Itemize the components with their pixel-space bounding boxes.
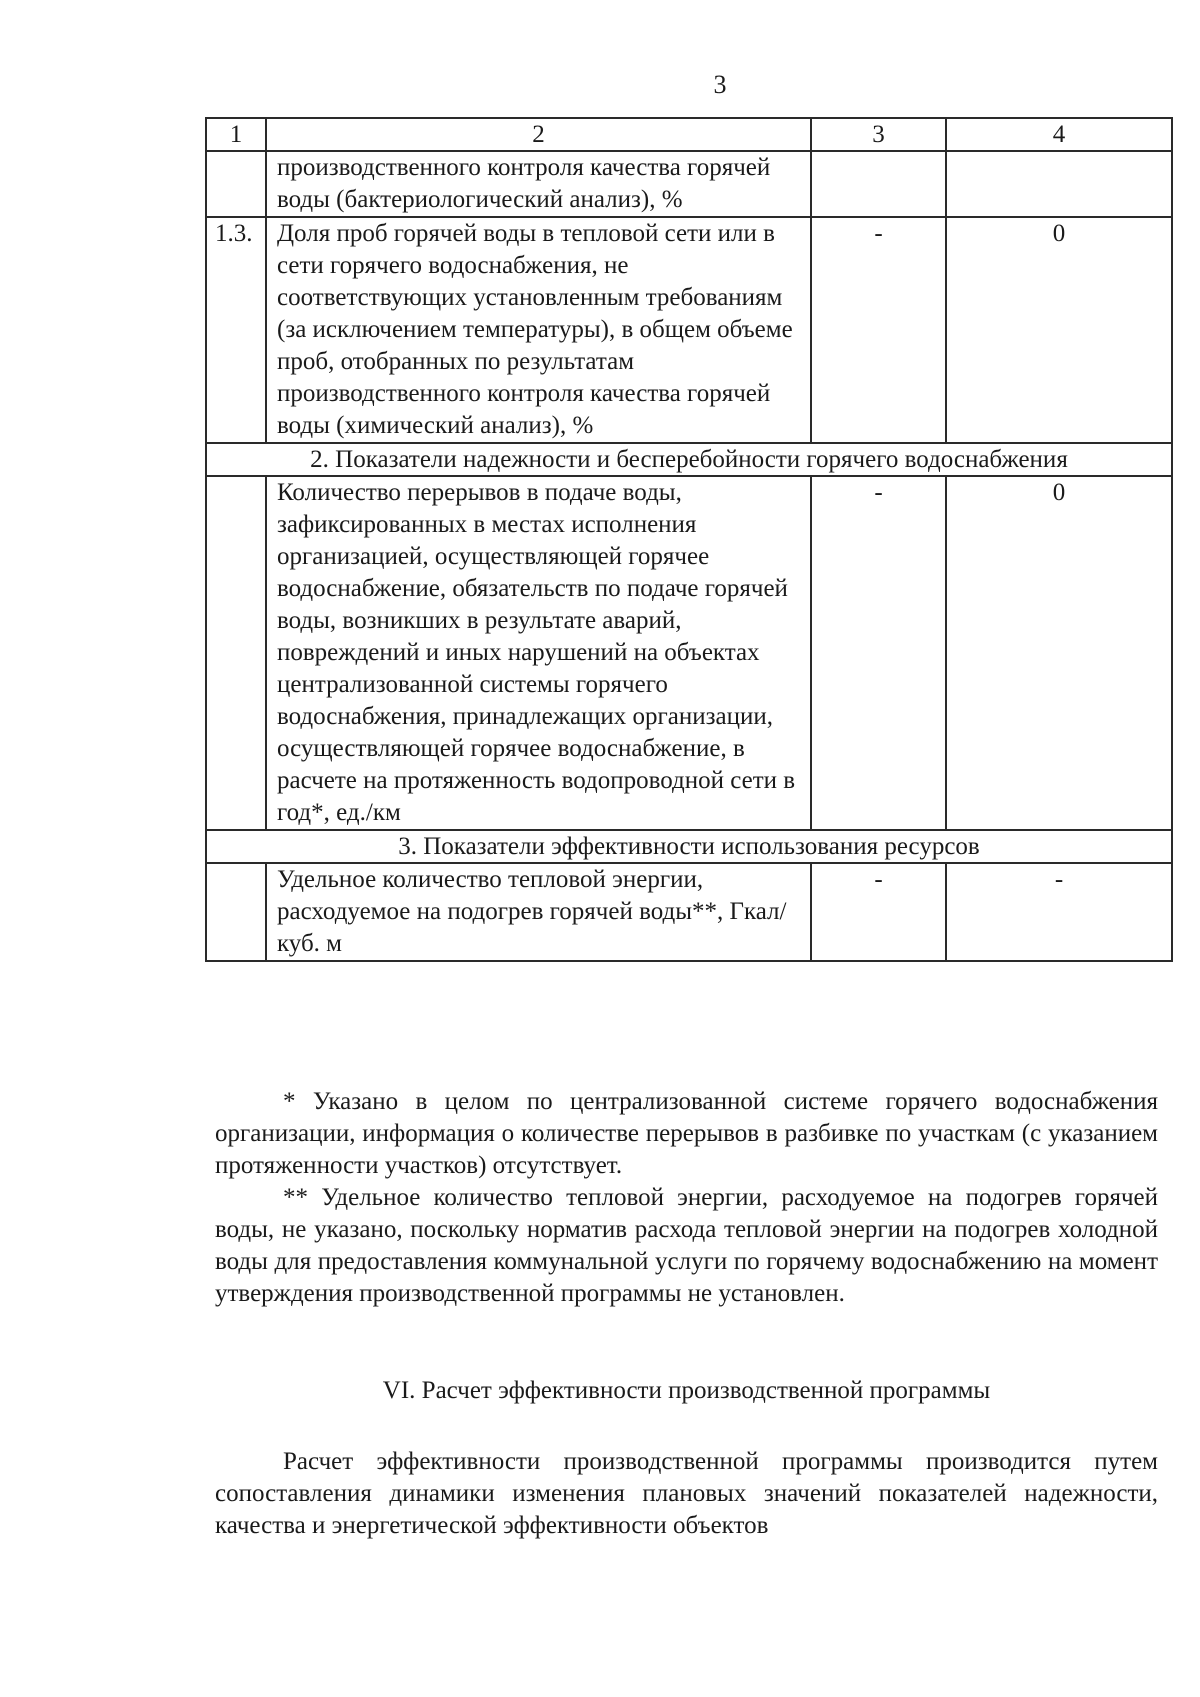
indicator-name-cell: Доля проб горячей воды в тепловой сети или в сети горячего водоснабжения, не соответствующих установленным требованиям (за исключением температуры), в общем объеме проб, отобранных по результатам производственного контроля качества горячей воды (химический анализ), % [266, 217, 811, 443]
indicator-name-cell: Количество перерывов в подаче воды, зафиксированных в местах исполнения организацией, осуществляющей горячее водоснабжение, обязательств по подаче горячей воды, возникших в результате аварий, повреждений и иных нарушений на объектах централизованной системы горячего водоснабжения, принадлежащих организации, осуществляющей горячее водоснабжение, в расчете на протяженность водопроводной сети в год*, ед./км [266, 476, 811, 830]
section-row [206, 830, 1172, 863]
table-row [206, 476, 1172, 830]
page-number: 3 [713, 70, 727, 99]
row-number-cell [206, 863, 266, 961]
value-cell-3: - [811, 217, 946, 443]
footnote-double-asterisk: ** Удельное количество тепловой энергии, расходуемое на подогрев горячей воды, не указано, поскольку норматив расхода тепловой энергии на подогрев холодной воды для предоставления коммунальной услуги по горячему водоснабжению на момент утверждения производственной программы не установлен. [215, 1184, 1158, 1307]
table-row [206, 151, 1172, 217]
value-cell-4: - [946, 863, 1172, 961]
table-row [206, 863, 1172, 961]
section-heading: VI. Расчет эффективности производственной программы [382, 1377, 991, 1404]
header-cell-1: 1 [206, 118, 266, 151]
row-number-cell: 1.3. [206, 217, 266, 443]
indicator-name-cell: производственного контроля качества горячей воды (бактериологический анализ), % [266, 151, 811, 217]
section-row [206, 443, 1172, 476]
value-cell-3: - [811, 476, 946, 830]
indicator-name-cell: Удельное количество тепловой энергии, расходуемое на подогрев горячей воды**, Гкал/куб. м [266, 863, 811, 961]
header-cell-3: 3 [811, 118, 946, 151]
header-cell-2: 2 [266, 118, 811, 151]
row-number-cell [206, 476, 266, 830]
indicators-table [205, 117, 1173, 962]
value-cell-3 [811, 151, 946, 217]
value-cell-4: 0 [946, 476, 1172, 830]
footnote-single-asterisk: * Указано в целом по централизованной системе горячего водоснабжения организации, информация о количестве перерывов в разбивке по участкам (с указанием протяженности участков) отсутствует. [215, 1088, 1158, 1179]
value-cell-3: - [811, 863, 946, 961]
value-cell-4 [946, 151, 1172, 217]
table-row [206, 217, 1172, 443]
header-cell-4: 4 [946, 118, 1172, 151]
table-header-row [206, 118, 1172, 151]
row-number-cell [206, 151, 266, 217]
section-title-efficiency: 3. Показатели эффективности использования ресурсов [206, 830, 1172, 863]
section-title-reliability: 2. Показатели надежности и бесперебойности горячего водоснабжения [206, 443, 1172, 476]
value-cell-4: 0 [946, 217, 1172, 443]
body-paragraph: Расчет эффективности производственной программы производится путем сопоставления динамики изменения плановых значений показателей надежности, качества и энергетической эффективности объектов [215, 1448, 1158, 1539]
